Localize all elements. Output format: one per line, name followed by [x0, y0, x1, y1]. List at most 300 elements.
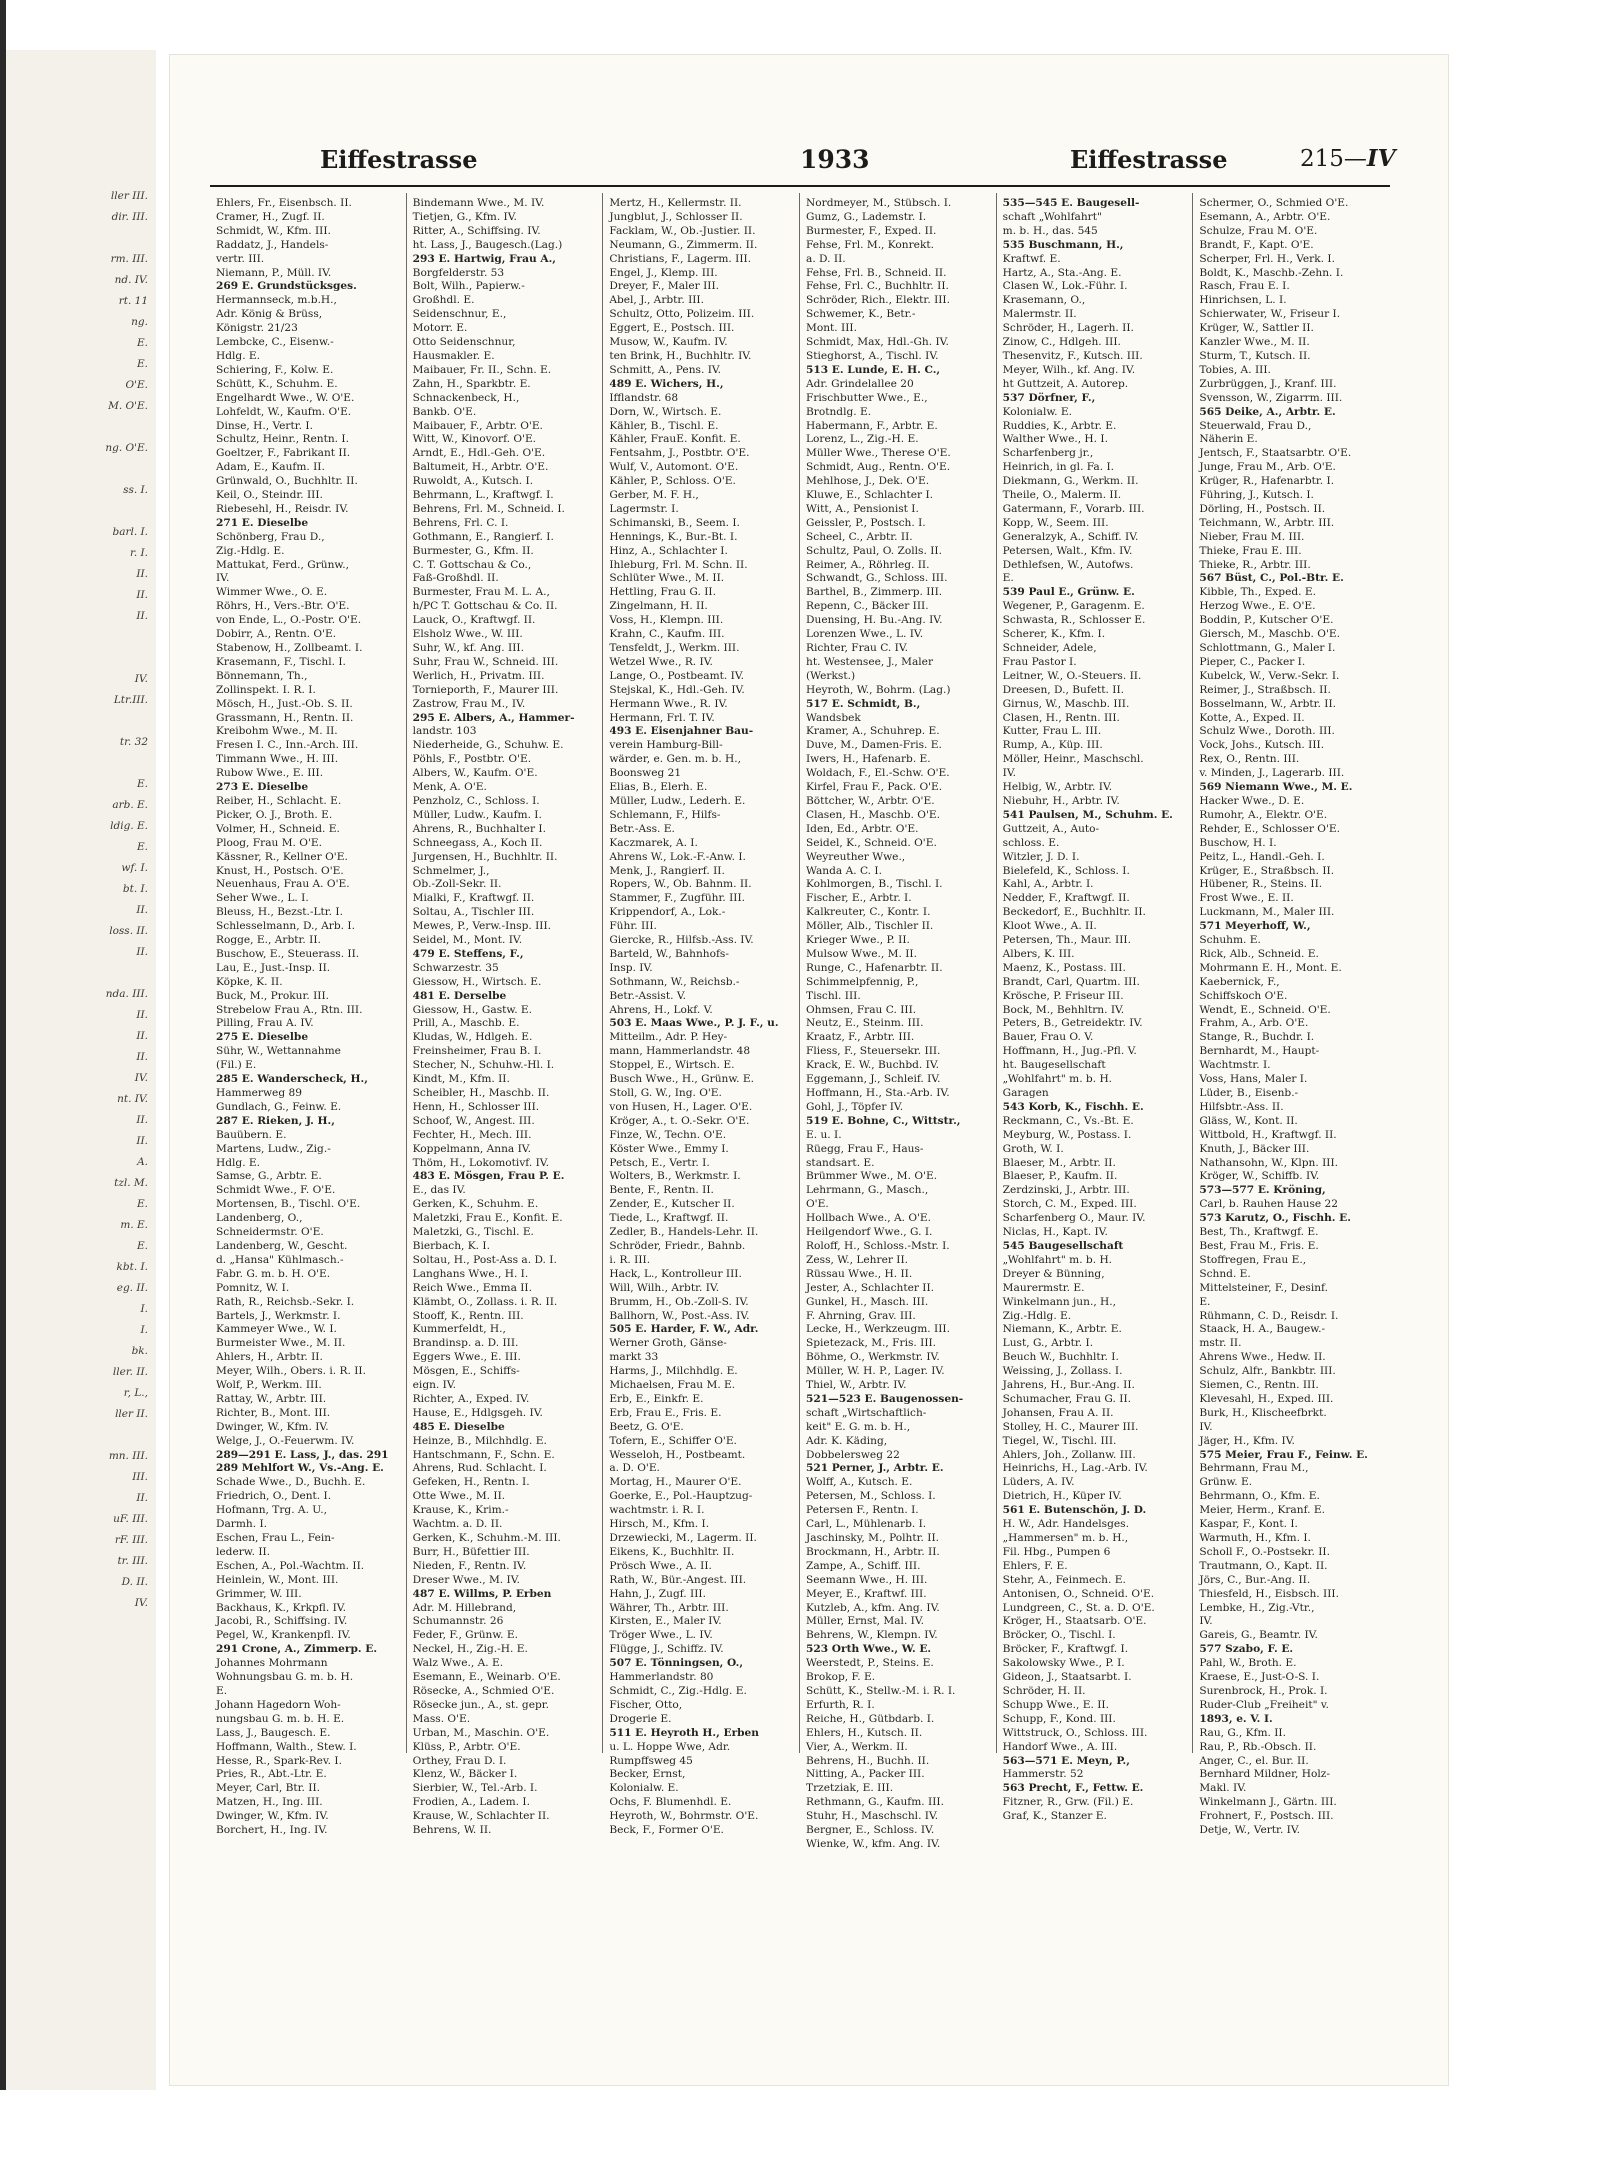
directory-entry: Heyroth, W., Bohrmstr. O'E. — [609, 1810, 759, 1823]
directory-entry: Bröcker, F., Kraftwgf. I. — [1002, 1643, 1129, 1656]
directory-column-1 — [210, 193, 407, 1837]
directory-entry: Rumpffsweg 45 — [609, 1754, 693, 1767]
directory-entry: Bartels, J., Werkmstr. I. — [216, 1309, 341, 1322]
directory-entry: Großhdl. E. — [412, 294, 475, 307]
directory-entry: Krasemann, O., — [1002, 294, 1086, 307]
directory-entry: Schwemer, K., Betr.- — [806, 308, 916, 321]
directory-entry: Zingelmann, H. II. — [609, 600, 708, 613]
directory-entry: Goeltzer, F., Fabrikant II. — [216, 447, 351, 460]
directory-entry: Vier, A., Werkm. II. — [806, 1740, 908, 1753]
previous-page-fragment: uF. III. — [113, 1513, 148, 1525]
directory-entry: Hinz, A., Schlachter I. — [609, 544, 728, 557]
directory-entry: 295 E. Albers, A., Hammer- — [412, 711, 575, 724]
directory-entry: Staack, H. A., Baugew.- — [1199, 1323, 1326, 1336]
directory-entry: Zahn, H., Sparkbtr. E. — [412, 377, 531, 390]
directory-entry: Roloff, H., Schloss.-Mstr. I. — [806, 1239, 950, 1252]
directory-entry: 573—577 E. Kröning, — [1199, 1184, 1326, 1197]
directory-entry: Abel, J., Arbtr. III. — [609, 294, 704, 307]
directory-entry: Tietjen, G., Kfm. IV. — [412, 210, 517, 223]
directory-entry: Kaczmarek, A. I. — [609, 836, 698, 849]
directory-entry: Jungblut, J., Schlosser II. — [609, 210, 743, 223]
directory-entry: Dörling, H., Postsch. II. — [1199, 502, 1326, 515]
directory-entry: Antonisen, O., Schneid. O'E. — [1002, 1587, 1155, 1600]
directory-entry: Tröger Wwe., L. IV. — [609, 1629, 713, 1642]
directory-entry: Giessow, H., Wirtsch. E. — [412, 975, 542, 988]
directory-entry: Lohfeldt, W., Kaufm. O'E. — [216, 405, 352, 418]
directory-entry: Zerdzinski, J., Arbtr. III. — [1002, 1184, 1130, 1197]
directory-entry: Rex, O., Rentn. III. — [1199, 753, 1300, 766]
directory-entry: Schönberg, Frau D., — [216, 530, 325, 543]
directory-entry: Rath, W., Bür.-Angest. III. — [609, 1573, 747, 1586]
directory-entry: Borgfelderstr. 53 — [412, 266, 505, 279]
directory-entry: 503 E. Maas Wwe., P. J. F., u. — [609, 1017, 779, 1030]
directory-entry: Carl, b. Rauhen Hause 22 — [1199, 1198, 1339, 1211]
directory-entry: Gareis, G., Beamtr. IV. — [1199, 1629, 1318, 1642]
directory-entry: Eschen, A., Pol.-Wachtm. II. — [216, 1559, 365, 1572]
directory-entry: Sühr, W., Wettannahme — [216, 1045, 341, 1058]
directory-entry: Landenberg, O., — [216, 1212, 303, 1225]
directory-entry: markt 33 — [609, 1351, 659, 1364]
directory-entry: Tofern, E., Schiffer O'E. — [609, 1434, 737, 1447]
directory-entry: 505 E. Harder, F. W., Adr. — [609, 1323, 759, 1336]
directory-entry: Steuerwald, Frau D., — [1199, 419, 1312, 432]
previous-page-fragment: r. I. — [129, 547, 148, 559]
directory-entry: Eikens, K., Buchhltr. II. — [609, 1545, 735, 1558]
directory-entry: Dreesen, D., Bufett. II. — [1002, 683, 1125, 696]
previous-page-fragment: eg. II. — [116, 1282, 148, 1294]
directory-entry: Friedrich, O., Dent. I. — [216, 1490, 332, 1503]
directory-entry: Jäger, H., Kfm. IV. — [1199, 1434, 1295, 1447]
directory-entry: Kröger, A., t. O.-Sekr. O'E. — [609, 1114, 750, 1127]
directory-entry: Iwers, H., Hafenarb. E. — [806, 753, 931, 766]
previous-page-fragment: tr. 32 — [119, 736, 148, 748]
directory-entry: Maletzki, Frau E., Konfit. E. — [412, 1212, 563, 1225]
directory-entry: Lauck, O., Kraftwgf. II. — [412, 614, 536, 627]
directory-entry: „Wohlfahrt" m. b. H. — [1002, 1253, 1113, 1266]
directory-entry: Bauübern. E. — [216, 1128, 287, 1141]
directory-entry: Näherin E. — [1199, 433, 1258, 446]
directory-entry: Borchert, H., Ing. IV. — [216, 1824, 328, 1837]
directory-entry: Schröder, H., Lagerh. II. — [1002, 322, 1134, 335]
directory-entry: Tensfeldt, J., Werkm. III. — [609, 642, 740, 654]
directory-entry: Kutzleb, A., kfm. Ang. IV. — [806, 1601, 940, 1614]
directory-entry: Beuch W., Buchhltr. I. — [1002, 1351, 1119, 1364]
directory-entry: Thieke, R., Arbtr. III. — [1199, 558, 1311, 571]
directory-entry: Rösecke, A., Schmied O'E. — [412, 1684, 555, 1697]
directory-entry: Michaelsen, Frau M. E. — [609, 1379, 736, 1392]
directory-entry: Hausmakler. E. — [412, 349, 495, 362]
directory-entry: Graf, K., Stanzer E. — [1002, 1810, 1107, 1823]
directory-entry: Kähler, P., Schloss. O'E. — [609, 475, 736, 488]
directory-entry: Wimmer Wwe., O. E. — [216, 586, 328, 599]
directory-entry: Raddatz, J., Handels- — [216, 238, 329, 251]
directory-entry: Drogerie E. — [609, 1712, 672, 1725]
directory-entry: Voss, Hans, Maler I. — [1199, 1073, 1308, 1086]
directory-entry: Duensing, H. Bu.-Ang. IV. — [806, 614, 943, 627]
directory-entry: Hammerstr. 52 — [1002, 1768, 1084, 1781]
directory-entry: Soltau, A., Tischler III. — [412, 906, 535, 919]
directory-entry: Seidel, K., Schneid. O'E. — [806, 836, 937, 849]
directory-entry: Finze, W., Techn. O'E. — [609, 1128, 727, 1141]
directory-entry: i. R. III. — [609, 1253, 651, 1266]
directory-entry: Zess, W., Lehrer II. — [806, 1253, 909, 1266]
directory-entry: Girnus, W., Maschb. III. — [1002, 697, 1130, 710]
directory-entry: v. Minden, J., Lagerarb. III. — [1199, 767, 1345, 780]
directory-entry: Kluwe, E., Schlachter I. — [806, 489, 934, 502]
directory-entry: Zollinspekt. I. R. I. — [216, 683, 316, 696]
directory-entry: Stoppel, E., Wirtsch. E. — [609, 1059, 735, 1072]
directory-entry: Lass, J., Baugesch. E. — [216, 1726, 331, 1739]
directory-entry: Richter, B., Mont. III. — [216, 1406, 331, 1419]
directory-entry: Gatermann, F., Vorarb. III. — [1002, 502, 1145, 515]
directory-entry: m. b. H., das. 545 — [1002, 224, 1098, 237]
directory-entry: Meyburg, W., Postass. I. — [1002, 1128, 1132, 1141]
directory-entry: Herzog Wwe., E. O'E. — [1199, 600, 1316, 613]
directory-entry: 567 Büst, C., Pol.-Btr. E. — [1199, 572, 1344, 585]
directory-entry: Brumm, H., Ob.-Zoll-S. IV. — [609, 1295, 749, 1308]
directory-entry: Rüegg, Frau F., Haus- — [806, 1142, 924, 1155]
directory-entry: (Werkst.) — [806, 669, 856, 682]
previous-page-fragment: ldig. E. — [110, 820, 148, 832]
directory-entry: Maletzki, G., Tischl. E. — [412, 1226, 534, 1239]
directory-entry: Boonsweg 21 — [609, 767, 682, 780]
directory-entry: 275 E. Dieselbe — [216, 1031, 309, 1044]
directory-entry: Adr. König & Brüss, — [216, 308, 323, 321]
directory-entry: Schimmelpfennig, P., — [806, 975, 919, 988]
directory-entry: Timmann Wwe., H. III. — [216, 753, 339, 766]
directory-entry: Böttcher, W., Arbtr. O'E. — [806, 794, 935, 807]
page-header — [210, 145, 1408, 185]
directory-entry: Niebuhr, H., Arbtr. IV. — [1002, 794, 1120, 807]
directory-entry: Runge, C., Hafenarbtr. II. — [806, 961, 943, 974]
directory-entry: Nathansohn, W., Klpn. III. — [1199, 1156, 1339, 1169]
directory-entry: Kanzler Wwe., M. II. — [1199, 336, 1310, 349]
directory-entry: Brockmann, H., Arbtr. II. — [806, 1545, 940, 1558]
directory-entry: Rogge, E., Arbtr. II. — [216, 934, 321, 947]
directory-entry: Kröger, H., Staatsarb. O'E. — [1002, 1615, 1147, 1628]
directory-entry: Schnd. E. — [1199, 1267, 1251, 1280]
previous-page-fragment: bk. — [131, 1345, 148, 1357]
directory-entry: 563—571 E. Meyn, P., — [1002, 1754, 1130, 1767]
directory-entry: Werlich, H., Privatm. III. — [412, 669, 545, 682]
directory-entry: 285 E. Wanderscheck, H., — [216, 1073, 368, 1086]
directory-entry: Keil, O., Steindr. III. — [216, 489, 323, 502]
directory-entry: Fresen I. C., Inn.-Arch. III. — [216, 739, 359, 752]
directory-entry: Strebelow Frau A., Rtn. III. — [216, 1003, 363, 1016]
previous-page-fragment: ller III. — [110, 190, 148, 202]
directory-entry: Fliess, F., Steuersekr. III. — [806, 1045, 941, 1058]
directory-entry: Nitting, A., Packer III. — [806, 1768, 925, 1781]
directory-entry: H. W., Adr. Handelsges. — [1002, 1518, 1129, 1531]
directory-entry: 291 Crone, A., Zimmerp. E. — [216, 1643, 378, 1656]
directory-entry: Weerstedt, P., Steins. E. — [806, 1657, 934, 1670]
directory-entry: Wachtm. a. D. II. — [412, 1518, 503, 1531]
directory-entry: 571 Meyerhoff, W., — [1199, 920, 1311, 933]
directory-entry: Surenbrock, H., Prok. I. — [1199, 1684, 1328, 1697]
previous-page-strip — [6, 50, 157, 2090]
directory-entry: Behrens, W. II. — [412, 1824, 492, 1837]
directory-entry: Otto Seidenschnur, — [412, 336, 516, 349]
directory-entry: Fehse, Frl. M., Konrekt. — [806, 238, 934, 251]
directory-entry: Kähler, FrauE. Konfit. E. — [609, 433, 741, 446]
directory-entry: 513 E. Lunde, E. H. C., — [806, 363, 941, 376]
directory-entry: Jaschinsky, M., Polhtr. II. — [806, 1532, 939, 1544]
directory-entry: Fil. Hbg., Pumpen 6 — [1002, 1545, 1111, 1558]
directory-entry: Wesseloh, H., Postbeamt. — [609, 1448, 746, 1461]
directory-entry: 481 E. Derselbe — [412, 989, 507, 1002]
previous-page-fragment: II. — [136, 1492, 148, 1504]
directory-entry: Thieke, Frau E. III. — [1199, 544, 1302, 557]
directory-entry: Müller Wwe., Therese O'E. — [806, 447, 951, 460]
directory-entry: Lembcke, C., Eisenw.- — [216, 336, 334, 349]
previous-page-fragment: r, L., — [123, 1387, 148, 1399]
directory-entry: von Ende, L., O.-Postr. O'E. — [216, 614, 362, 627]
directory-entry: Adr. M. Hillebrand, — [412, 1601, 517, 1614]
directory-entry: Habermann, F., Arbtr. E. — [806, 419, 938, 432]
directory-entry: Behrens, Frl. M., Schneid. I. — [412, 502, 565, 515]
page-gutter — [156, 0, 170, 2177]
directory-entry: Pegel, W., Krankenpfl. IV. — [216, 1629, 351, 1642]
directory-entry: Bindemann Wwe., M. IV. — [412, 197, 545, 209]
directory-entry: Köster Wwe., Emmy I. — [609, 1142, 729, 1155]
directory-entry: Bankb. O'E. — [412, 405, 477, 418]
directory-entry: Schmelmer, J., — [412, 864, 490, 877]
previous-page-fragment: M. O'E. — [108, 400, 148, 412]
directory-entry: Schierwater, W., Friseur I. — [1199, 308, 1341, 321]
directory-entry: Wolters, B., Werkmstr. I. — [609, 1170, 741, 1183]
directory-entry: Bielefeld, K., Schloss. I. — [1002, 864, 1130, 877]
directory-entry: Jacobi, R., Schiffsing. IV. — [216, 1615, 348, 1628]
directory-entry: Kolonialw. E. — [609, 1782, 679, 1795]
directory-entry: Suhr, W., kf. Ang. III. — [412, 642, 524, 654]
directory-entry: Beetz, G. O'E. — [609, 1420, 684, 1433]
directory-entry: Führ. III. — [609, 920, 657, 933]
directory-entry: Henn, H., Schlosser III. — [412, 1100, 540, 1113]
directory-entry: Behrmann, O., Kfm. E. — [1199, 1490, 1320, 1503]
directory-entry: 519 E. Bohne, C., Wittstr., — [806, 1114, 961, 1127]
directory-entry: Wetzel Wwe., R. IV. — [609, 655, 713, 668]
directory-entry: Fischer, E., Arbtr. I. — [806, 892, 912, 905]
directory-entry: Hoffmann, H., Sta.-Arb. IV. — [806, 1087, 950, 1099]
directory-entry: Darmh. I. — [216, 1518, 268, 1531]
directory-columns — [210, 193, 1390, 1850]
previous-page-fragment: II. — [136, 1009, 148, 1021]
directory-entry: Detje, W., Vertr. IV. — [1199, 1824, 1301, 1837]
directory-entry: Kindt, M., Kfm. II. — [412, 1073, 510, 1086]
directory-entry: 535—545 E. Baugesell- — [1002, 197, 1140, 209]
directory-entry: Bauer, Frau O. V. — [1002, 1031, 1094, 1044]
directory-entry: Matzen, H., Ing. III. — [216, 1796, 323, 1809]
directory-entry: Schumacher, Frau G. II. — [1002, 1392, 1131, 1405]
directory-entry: Hirsch, M., Kfm. I. — [609, 1518, 710, 1531]
directory-entry: Scheibler, H., Maschb. II. — [412, 1087, 550, 1099]
directory-entry: 545 Baugesellschaft — [1002, 1239, 1124, 1252]
directory-entry: Müller, Ernst, Mal. IV. — [806, 1615, 925, 1628]
directory-entry: Mertz, H., Kellermstr. II. — [609, 197, 742, 209]
directory-entry: Sakolowsky Wwe., P. I. — [1002, 1657, 1125, 1670]
directory-entry: Schmidt, Max, Hdl.-Gh. IV. — [806, 336, 949, 349]
directory-entry: Sierbier, W., Tel.-Arb. I. — [412, 1782, 538, 1795]
previous-page-fragment: E. — [136, 778, 148, 790]
directory-page — [170, 55, 1448, 2085]
directory-entry: Menk, J., Rangierf. II. — [609, 864, 725, 877]
directory-entry: Stieghorst, A., Tischl. IV. — [806, 349, 939, 362]
directory-entry: verein Hamburg-Bill- — [609, 739, 723, 752]
directory-entry: Mehlhose, J., Dek. O'E. — [806, 475, 930, 488]
directory-entry: Gohl, J., Töpfer IV. — [806, 1100, 904, 1113]
directory-entry: 479 E. Steffens, F., — [412, 947, 524, 960]
directory-entry: Witzler, J. D. I. — [1002, 850, 1080, 863]
directory-entry: Fehse, Frl. C., Buchhltr. II. — [806, 280, 949, 293]
directory-entry: 287 E. Rieken, J. H., — [216, 1114, 335, 1127]
directory-entry: Zender, E., Kutscher II. — [609, 1198, 735, 1211]
directory-entry: Giersch, M., Maschb. O'E. — [1199, 628, 1340, 641]
directory-entry: Dobbelersweg 22 — [806, 1448, 900, 1461]
directory-entry: Albers, K. III. — [1002, 947, 1075, 960]
directory-entry: Krippendorf, A., Lok.- — [609, 906, 726, 919]
directory-entry: Winkelmann J., Gärtn. III. — [1199, 1796, 1337, 1809]
directory-entry: Anger, C., el. Bur. II. — [1199, 1754, 1309, 1767]
directory-entry: Barthel, B., Zimmerp. III. — [806, 586, 943, 599]
directory-column-2 — [407, 193, 604, 1837]
directory-entry: Trautmann, O., Kapt. II. — [1199, 1559, 1328, 1572]
directory-entry: Makl. IV. — [1199, 1782, 1247, 1795]
directory-entry: 269 E. Grundstücksges. — [216, 280, 357, 293]
directory-entry: Schumannstr. 26 — [412, 1615, 504, 1628]
directory-entry: Krasemann, F., Tischl. I. — [216, 655, 346, 668]
directory-entry: Maibauer, Fr. II., Schn. E. — [412, 363, 552, 376]
directory-entry: Musow, W., Kaufm. IV. — [609, 336, 728, 349]
previous-page-fragment: O'E. — [125, 379, 148, 391]
directory-entry: Johannes Mohrmann — [216, 1657, 328, 1670]
directory-entry: Clasen, H., Maschb. O'E. — [806, 808, 940, 821]
directory-entry: Leitner, W., O.-Steuers. II. — [1002, 669, 1142, 682]
directory-entry: Hdlg. E. — [216, 349, 261, 362]
directory-entry: Schmidt, C., Zig.-Hdlg. E. — [609, 1684, 747, 1697]
previous-page-fragment: bt. I. — [122, 883, 148, 895]
previous-page-fragment: III. — [132, 1471, 148, 1483]
directory-entry: Krahn, C., Kaufm. III. — [609, 628, 725, 641]
directory-entry: Winkelmann jun., H., — [1002, 1295, 1117, 1308]
directory-entry: IV. — [1199, 1615, 1213, 1628]
directory-entry: Kröger, W., Schiffb. IV. — [1199, 1170, 1320, 1183]
directory-entry: Peters, B., Getreidektr. IV. — [1002, 1017, 1143, 1030]
directory-entry: Bierbach, K. I. — [412, 1239, 490, 1252]
directory-entry: Hantschmann, F., Schn. E. — [412, 1448, 555, 1461]
directory-entry: E., das IV. — [412, 1184, 466, 1197]
directory-entry: Betr.-Assist. V. — [609, 989, 686, 1002]
directory-entry: Seher Wwe., L. I. — [216, 892, 309, 905]
directory-entry: Sturm, T., Kutsch. II. — [1199, 349, 1311, 362]
directory-entry: Soltau, H., Post-Ass a. D. I. — [412, 1253, 557, 1266]
directory-entry: Engelhardt Wwe., W. O'E. — [216, 391, 355, 404]
directory-entry: Behrmann, Frau M., — [1199, 1462, 1309, 1475]
previous-page-fragment: mn. III. — [108, 1450, 148, 1462]
directory-entry: Rick, Alb., Schneid. E. — [1199, 947, 1319, 960]
directory-entry: Cramer, H., Zugf. II. — [216, 210, 325, 223]
directory-entry: Rasch, Frau E. I. — [1199, 280, 1290, 293]
directory-entry: Pieper, C., Packer I. — [1199, 655, 1306, 668]
directory-entry: 565 Deike, A., Arbtr. E. — [1199, 405, 1336, 418]
directory-entry: Behrmann, L., Kraftwgf. I. — [412, 489, 554, 502]
directory-entry: F. Ahrning, Grav. III. — [806, 1309, 916, 1322]
directory-entry: nungsbau G. m. b. H. E. — [216, 1712, 345, 1725]
directory-entry: Meyer, Carl, Btr. II. — [216, 1782, 321, 1795]
directory-entry: Diekmann, G., Werkm. II. — [1002, 475, 1139, 488]
directory-entry: Weyreuther Wwe., — [806, 850, 906, 863]
directory-entry: Brotndlg. E. — [806, 405, 872, 418]
directory-entry: Bente, F., Rentn. II. — [609, 1184, 714, 1197]
directory-entry: Reiche, H., Gütbdarb. I. — [806, 1712, 935, 1725]
directory-entry: Eggemann, J., Schleif. IV. — [806, 1073, 941, 1086]
directory-entry: Schlemann, F., Hilfs- — [609, 808, 721, 821]
directory-entry: Kalkreuter, C., Kontr. I. — [806, 906, 931, 919]
directory-entry: Lorenzen Wwe., L. IV. — [806, 628, 924, 641]
directory-entry: Suhr, Frau W., Schneid. III. — [412, 655, 559, 668]
directory-entry: Prösch Wwe., A. II. — [609, 1559, 712, 1572]
directory-entry: Harms, J., Milchhdlg. E. — [609, 1365, 738, 1378]
previous-page-fragment: rt. 11 — [118, 295, 148, 307]
directory-entry: Betr.-Ass. E. — [609, 822, 675, 835]
previous-page-fragment: m. E. — [120, 1219, 148, 1231]
directory-entry: Ropers, W., Ob. Bahnm. II. — [609, 878, 752, 891]
directory-entry: Krösche, P. Friseur III. — [1002, 989, 1124, 1002]
previous-page-fragment: kbt. I. — [116, 1261, 148, 1273]
previous-page-fragment: rm. III. — [110, 253, 148, 265]
directory-entry: „Wohlfahrt" m. b. H. — [1002, 1073, 1113, 1086]
directory-entry: Ahrens, R., Buchhalter I. — [412, 822, 546, 835]
directory-entry: Knust, H., Postsch. O'E. — [216, 864, 344, 877]
directory-entry: Jurgensen, H., Buchhltr. II. — [412, 850, 558, 863]
directory-entry: Spietezack, M., Fris. III. — [806, 1337, 937, 1350]
directory-entry: Hermann Wwe., R. IV. — [609, 697, 728, 710]
directory-entry: Busch Wwe., H., Grünw. E. — [609, 1073, 754, 1086]
directory-entry: IV. — [216, 572, 230, 585]
directory-entry: Schlottmann, G., Maler I. — [1199, 642, 1336, 654]
previous-page-fragment: E. — [136, 841, 148, 853]
directory-entry: Mialki, F., Kraftwgf. II. — [412, 892, 535, 905]
previous-page-fragment: tr. III. — [117, 1555, 148, 1567]
directory-entry: Brokop, F. E. — [806, 1671, 876, 1684]
previous-page-fragment: loss. II. — [109, 925, 148, 937]
directory-entry: Hause, E., Hdlgsgeh. IV. — [412, 1406, 543, 1419]
previous-page-fragment: ller. II. — [112, 1366, 148, 1378]
directory-entry: (Fil.) E. — [216, 1059, 257, 1072]
directory-entry: Lust, G., Arbtr. I. — [1002, 1337, 1094, 1350]
directory-entry: Nordmeyer, M., Stübsch. I. — [806, 197, 952, 209]
directory-entry: Hettling, Frau G. II. — [609, 586, 716, 599]
directory-entry: Rüssau Wwe., H. II. — [806, 1267, 913, 1280]
directory-entry: Scheel, C., Arbtr. II. — [806, 530, 913, 543]
directory-entry: Hermann, Frl. T. IV. — [609, 711, 715, 724]
directory-entry: Ahrens, H., Lokf. V. — [609, 1003, 713, 1016]
directory-entry: Kahl, A., Arbtr. I. — [1002, 878, 1094, 891]
directory-entry: Knuth, J., Bäcker III. — [1199, 1142, 1310, 1155]
directory-entry: Röhrs, H., Vers.-Btr. O'E. — [216, 600, 350, 613]
bottom-margin — [0, 2090, 1600, 2177]
directory-entry: Zig.-Hdlg. E. — [216, 544, 285, 557]
directory-entry: Ritter, A., Schiffsing. IV. — [412, 224, 541, 237]
directory-entry: Blaeser, M., Arbtr. II. — [1002, 1156, 1116, 1169]
directory-entry: Feder, F., Grünw. E. — [412, 1629, 519, 1642]
directory-entry: Ifflandstr. 68 — [609, 391, 679, 404]
directory-entry: Hübener, R., Steins. II. — [1199, 878, 1323, 891]
directory-entry: Witt, A., Pensionist I. — [806, 502, 919, 515]
previous-page-fragment: ng. O'E. — [105, 442, 148, 454]
directory-entry: Stejskal, K., Hdl.-Geh. IV. — [609, 683, 745, 696]
directory-entry: 487 E. Willms, P. Erben — [412, 1587, 552, 1600]
directory-entry: Clasen, H., Rentn. III. — [1002, 711, 1120, 724]
